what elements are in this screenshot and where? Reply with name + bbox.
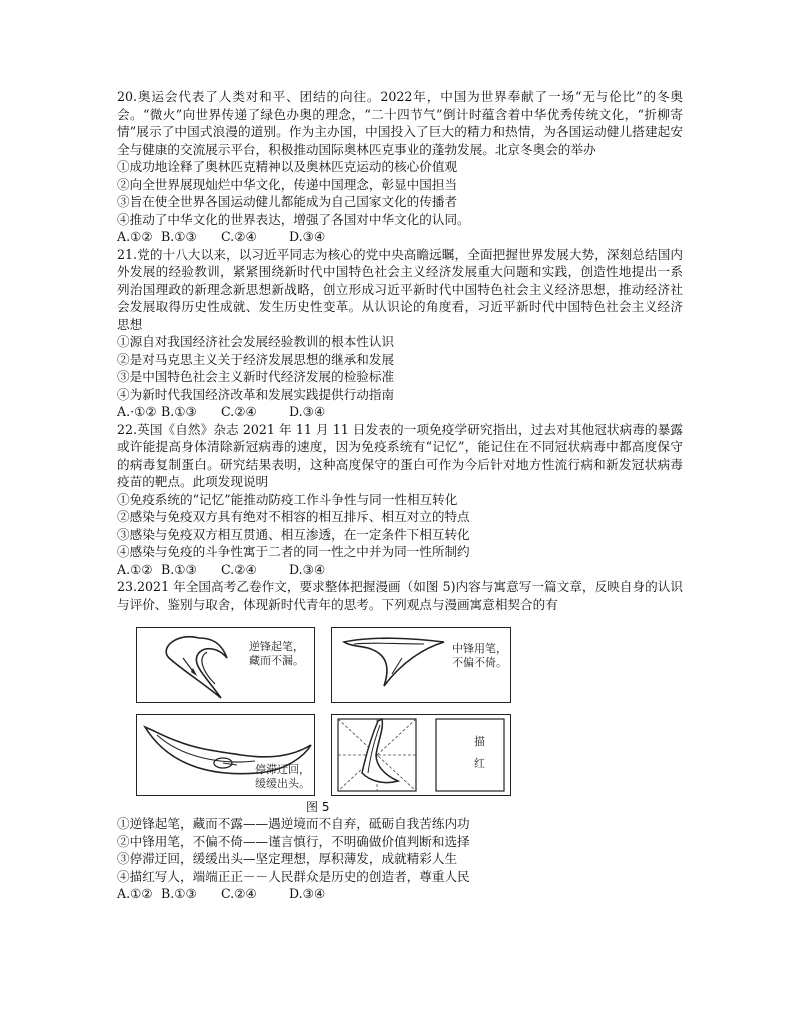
question-22-option-4: ④感染与免疫的斗争性寓于二者的同一性之中并为同一性所制约 <box>117 544 470 559</box>
question-20-option-4: ④推动了中华文化的世界表达，增强了各国对中华文化的认同。 <box>117 211 470 227</box>
question-20-option-3: ③旨在使全世界各国运动健儿都能成为自己国家文化的传播者 <box>117 194 458 209</box>
question-23-option-2: ②中锋用笔，不偏不倚——谨言慎行，不明确做价值判断和选择 <box>117 833 470 849</box>
cartoon-panel-1 <box>136 627 315 703</box>
cartoon-figure-5 <box>136 619 510 813</box>
question-21-choices <box>117 403 683 421</box>
cartoon-panel-3 <box>136 714 315 796</box>
exam-page <box>117 88 683 903</box>
choice-c: C.②④ <box>221 561 257 577</box>
choice-b: B.①③ <box>161 229 197 244</box>
question-22-option-1: ①免疫系统的“记忆”能推动防疫工作斗争性与同一性相互转化 <box>117 491 458 507</box>
question-20-choices <box>117 228 683 246</box>
cartoon-panel-2 <box>331 627 511 703</box>
panel-2-caption-line-2: 不偏不倚。 <box>452 656 507 669</box>
cartoon-panel-4 <box>331 714 511 796</box>
question-21-option-2: ②是对马克思主义关于经济发展思想的继承和发展 <box>117 351 395 367</box>
figure-caption: 图 5 <box>306 800 330 814</box>
choice-c: C.②④ <box>221 886 257 901</box>
question-23-option-3: ③停滞迂回，缓缓出头—坚定理想，厚积薄发，成就精彩人生 <box>117 851 458 866</box>
question-20-stem: 20.奥运会代表了人类对和平、团结的向往。2022年，中国为世界奉献了一场“无与伦比”的冬奥会。“微火”向世界传递了绿色办奥的理念，“二十四节气”倒计时蕴含着中华优秀传统文化，“折柳寄情”展示了中国式浪漫的道别。作为主办国，中国投入了巨大的精力和热情，为各国运动健儿搭建起安全与健康的交流展示平台，积极推动国际奥林匹克事业的蓬勃发展。北京冬奥会的举办 <box>117 89 683 157</box>
question-21-option-4: ④为新时代我国经济改革和发展实践提供行动指南 <box>117 386 395 402</box>
question-23-choices <box>117 885 683 903</box>
question-20-option-2: ②向全世界展现灿烂中华文化，传递中国理念，彰显中国担当 <box>117 176 458 192</box>
question-21-stem: 21.党的十八大以来，以习近平同志为核心的党中央高瞻远瞩，全面把握世界发展大势，深刻总结国内外发展的经验教训，紧紧围绕新时代中国特色社会主义经济发展重大问题和实践，创造性地提出一系列治国理政的新理念新思想新战略，创立形成习近平新时代中国特色社会主义经济思想，推动经济社会发展取得历史性成就、发生历史性变革。从认识论的角度看，习近平新时代中国特色社会主义经济思想 <box>117 246 683 332</box>
question-21-option-1: ①源自对我国经济社会发展经验教训的根本性认识 <box>117 334 395 349</box>
question-22-option-2: ②感染与免疫双方具有绝对不相容的相互排斥、相互对立的特点 <box>117 509 470 524</box>
choice-d: D.③④ <box>289 561 326 577</box>
choice-a: A.·①② <box>117 404 157 419</box>
choice-a: A.①② <box>117 561 153 577</box>
question-22-stem: 22.英国《自然》杂志 2021 年 11 月 11 日发表的一项免疫学研究指出，过去对其他冠状病毒的暴露或许能提高身体清除新冠病毒的速度，因为免疫系统有“记忆”，能记住在不同冠状病毒中都高度保守的病毒复制蛋白。研究结果表明，这种高度保守的蛋白可作为今后针对地方性流行病和新发冠状病毒疫苗的靶点。此项发现说明 <box>117 421 683 489</box>
choice-b: B.①③ <box>161 404 197 419</box>
panel-3-caption-line-1: 停滞迂回， <box>255 763 310 776</box>
question-23-stem: 23.2021 年全国高考乙卷作文，要求整体把握漫画（如图 5)内容与寓意写一篇文章，反映自身的认识与评价、鉴别与取舍，体现新时代青年的思考。下列观点与漫画寓意相契合的有 <box>117 579 683 612</box>
copybook-grid-drawing <box>332 715 510 795</box>
question-23-option-4: ④描红写人，端端正正－－人民群众是历史的创造者，尊重人民 <box>117 868 470 884</box>
choice-c: C.②④ <box>221 229 257 244</box>
question-21-option-3: ③是中国特色社会主义新时代经济发展的检验标准 <box>117 369 395 384</box>
question-23-option-1: ①逆锋起笔，藏而不露——遇逆境而不自弃，砥砺自我苦练内功 <box>117 816 470 831</box>
question-22-choices <box>117 561 683 579</box>
choice-d: D.③④ <box>289 404 326 419</box>
panel-4-caption-line-2: 红 <box>474 757 485 770</box>
choice-b: B.①③ <box>161 886 197 901</box>
choice-d: D.③④ <box>289 886 326 901</box>
question-20-option-1: ①成功地诠释了奥林匹克精神以及奥林匹克运动的核心价值观 <box>117 159 458 174</box>
panel-4-caption-line-1: 描 <box>474 735 485 748</box>
question-22-option-3: ③感染与免疫双方相互贯通、相互渗透，在一定条件下相互转化 <box>117 526 470 542</box>
choice-c: C.②④ <box>221 404 257 419</box>
choice-d: D.③④ <box>289 229 326 244</box>
panel-1-caption-line-2: 藏而不漏。 <box>249 654 304 667</box>
panel-2-caption-line-1: 中锋用笔， <box>452 642 507 655</box>
choice-a: A.①② <box>117 229 153 244</box>
choice-a: A.①② <box>117 886 153 901</box>
panel-3-caption-line-2: 缓缓出头。 <box>255 777 310 790</box>
choice-b: B.①③ <box>161 561 197 577</box>
panel-1-caption-line-1: 逆锋起笔， <box>249 640 304 653</box>
